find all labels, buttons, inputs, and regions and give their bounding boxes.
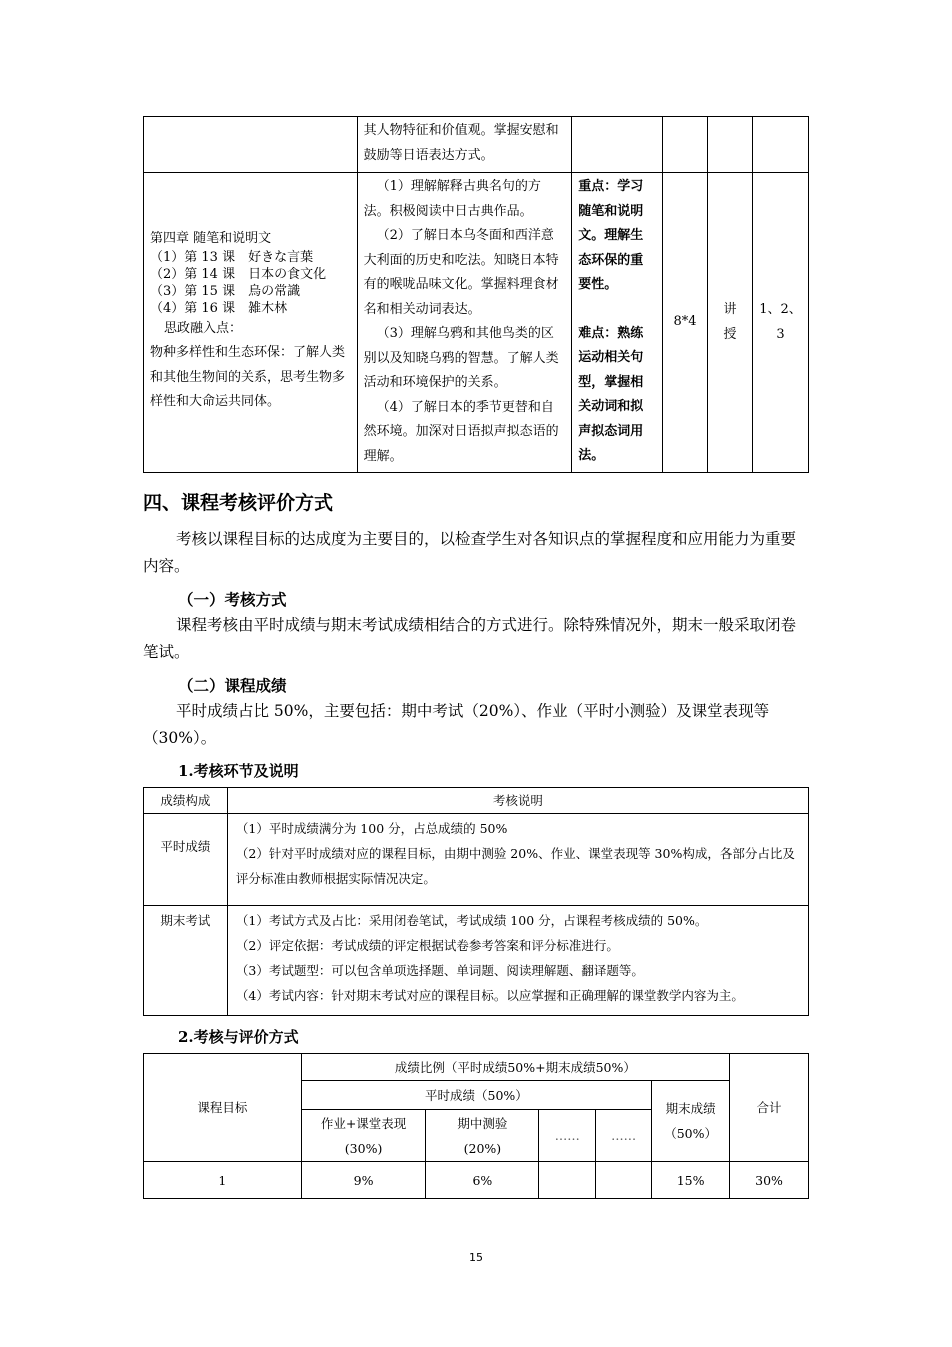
key-point: 重点：学习随笔和说明文。理解生态环保的重要性。 [578, 179, 644, 292]
chapter-title: 第四章 随笔和说明文 [150, 231, 272, 247]
difficulty: 难点：熟练运动相关句型，掌握相关动词和拟声拟态词用法。 [578, 325, 644, 463]
hw-line: (30%) [344, 1140, 383, 1156]
final-line: 期末成绩 [665, 1101, 716, 1116]
list-item: （1）平时成绩满分为 100 分，占总成绩的 50% [235, 821, 508, 836]
final-line: （50%） [664, 1126, 717, 1141]
subsection-title-2: （二）课程成绩 [178, 676, 287, 695]
table-cell: 30% [730, 1162, 809, 1199]
heading-assessment-links: 1.考核环节及说明 [178, 762, 299, 780]
total-header: 合计 [730, 1054, 809, 1162]
evaluation-table [143, 1053, 809, 1199]
hw-line: 作业+课堂表现 [320, 1115, 407, 1131]
list-item: （2）针对平时成绩对应的课程目标，由期中测验 20%、作业、课堂表现等 30%构成，各部分占比及评分标准由教师根据实际情况决定。 [235, 846, 795, 886]
table-cell [708, 117, 753, 173]
mid-line: 期中测验 [457, 1115, 508, 1131]
row-content [227, 814, 808, 906]
list-item: （2）评定依据：考试成绩的评定根据试卷参考答案和评分标准进行。 [235, 938, 619, 953]
course-goal-header: 课程目标 [144, 1054, 302, 1162]
lesson-item: （1）第 13 课 好きな言葉 [150, 250, 314, 266]
method-cell: 讲授 [708, 173, 753, 473]
objectives-cell: 1、2、3 [753, 173, 809, 473]
chapter-cell [144, 173, 358, 473]
goals-cell [357, 173, 572, 473]
row-label: 期末考试 [144, 906, 228, 1016]
table-cell [539, 1162, 596, 1199]
course-grade-paragraph: 平时成绩占比 50%，主要包括：期中考试（20%）、作业（平时小测验）及课堂表现等（30%）。 [143, 702, 770, 747]
heading-evaluation-method: 2.考核与评价方式 [178, 1028, 299, 1046]
row-label: 平时成绩 [144, 814, 228, 906]
keypoint-cell [572, 173, 663, 473]
page-number: 15 [469, 1251, 483, 1264]
syllabus-table [143, 116, 809, 473]
list-item: （1）考试方式及占比：采用闭卷笔试，考试成绩 100 分，占课程考核成绩的 50%。 [235, 913, 708, 928]
ideology-text: 物种多样性和生态环保：了解人类和其他生物间的关系，思考生物多样性和大命运共同体。 [150, 345, 346, 410]
assessment-table [143, 787, 809, 1016]
table-cell [596, 1162, 652, 1199]
intro-paragraph: 考核以课程目标的达成度为主要目的，以检查学生对各知识点的掌握程度和应用能力为重要内容。 [143, 530, 797, 575]
hours-cell: 8*4 [663, 173, 708, 473]
mid-header [426, 1110, 539, 1162]
header-cell: 成绩构成 [144, 788, 228, 814]
usual-header: 平时成绩（50%） [301, 1081, 651, 1110]
hw-header [301, 1110, 426, 1162]
ellipsis-header: …… [596, 1110, 652, 1162]
table-cell: 15% [652, 1162, 730, 1199]
ideology-label: 思政融入点： [164, 321, 243, 337]
goal-item: （1）理解解释古典名句的方法。积极阅读中日古典作品。 [363, 179, 541, 219]
table-cell: 6% [426, 1162, 539, 1199]
row-content [227, 906, 808, 1016]
list-item: （3）考试题型：可以包含单项选择题、单词题、阅读理解题、翻译题等。 [235, 963, 644, 978]
final-header [652, 1081, 730, 1162]
ratio-header: 成绩比例（平时成绩50%+期末成绩50%） [301, 1054, 729, 1081]
goal-item: （2）了解日本乌冬面和西洋意大利面的历史和吃法。知晓日本特有的喉咙品味文化。掌握料理食材名和相关动词表达。 [363, 228, 559, 317]
assessment-method-paragraph: 课程考核由平时成绩与期末考试成绩相结合的方式进行。除特殊情况外，期末一般采取闭卷笔试。 [143, 616, 797, 661]
table-cell: 其人物特征和价值观。掌握安慰和鼓励等日语表达方式。 [357, 117, 572, 173]
lesson-item: （2）第 14 课 日本の食文化 [150, 267, 327, 283]
section-title: 四、课程考核评价方式 [143, 492, 334, 514]
ellipsis-header: …… [539, 1110, 596, 1162]
goal-item: （3）理解乌鸦和其他鸟类的区别以及知晓乌鸦的智慧。了解人类活动和环境保护的关系。 [363, 326, 559, 390]
table-cell [572, 117, 663, 173]
table-cell [753, 117, 809, 173]
table-cell: 1 [144, 1162, 302, 1199]
table-cell [144, 117, 358, 173]
subsection-title-1: （一）考核方式 [178, 590, 287, 609]
header-cell: 考核说明 [227, 788, 808, 814]
list-item: （4）考试内容：针对期末考试对应的课程目标。以应掌握和正确理解的课堂教学内容为主。 [235, 988, 744, 1003]
mid-line: (20%) [463, 1140, 502, 1156]
lesson-item: （3）第 15 课 烏の常識 [150, 284, 301, 300]
table-cell: 9% [301, 1162, 426, 1199]
goal-item: （4）了解日本的季节更替和自然环境。加深对日语拟声拟态语的理解。 [363, 399, 559, 464]
lesson-item: （4）第 16 课 雑木林 [150, 301, 288, 317]
table-cell [663, 117, 708, 173]
